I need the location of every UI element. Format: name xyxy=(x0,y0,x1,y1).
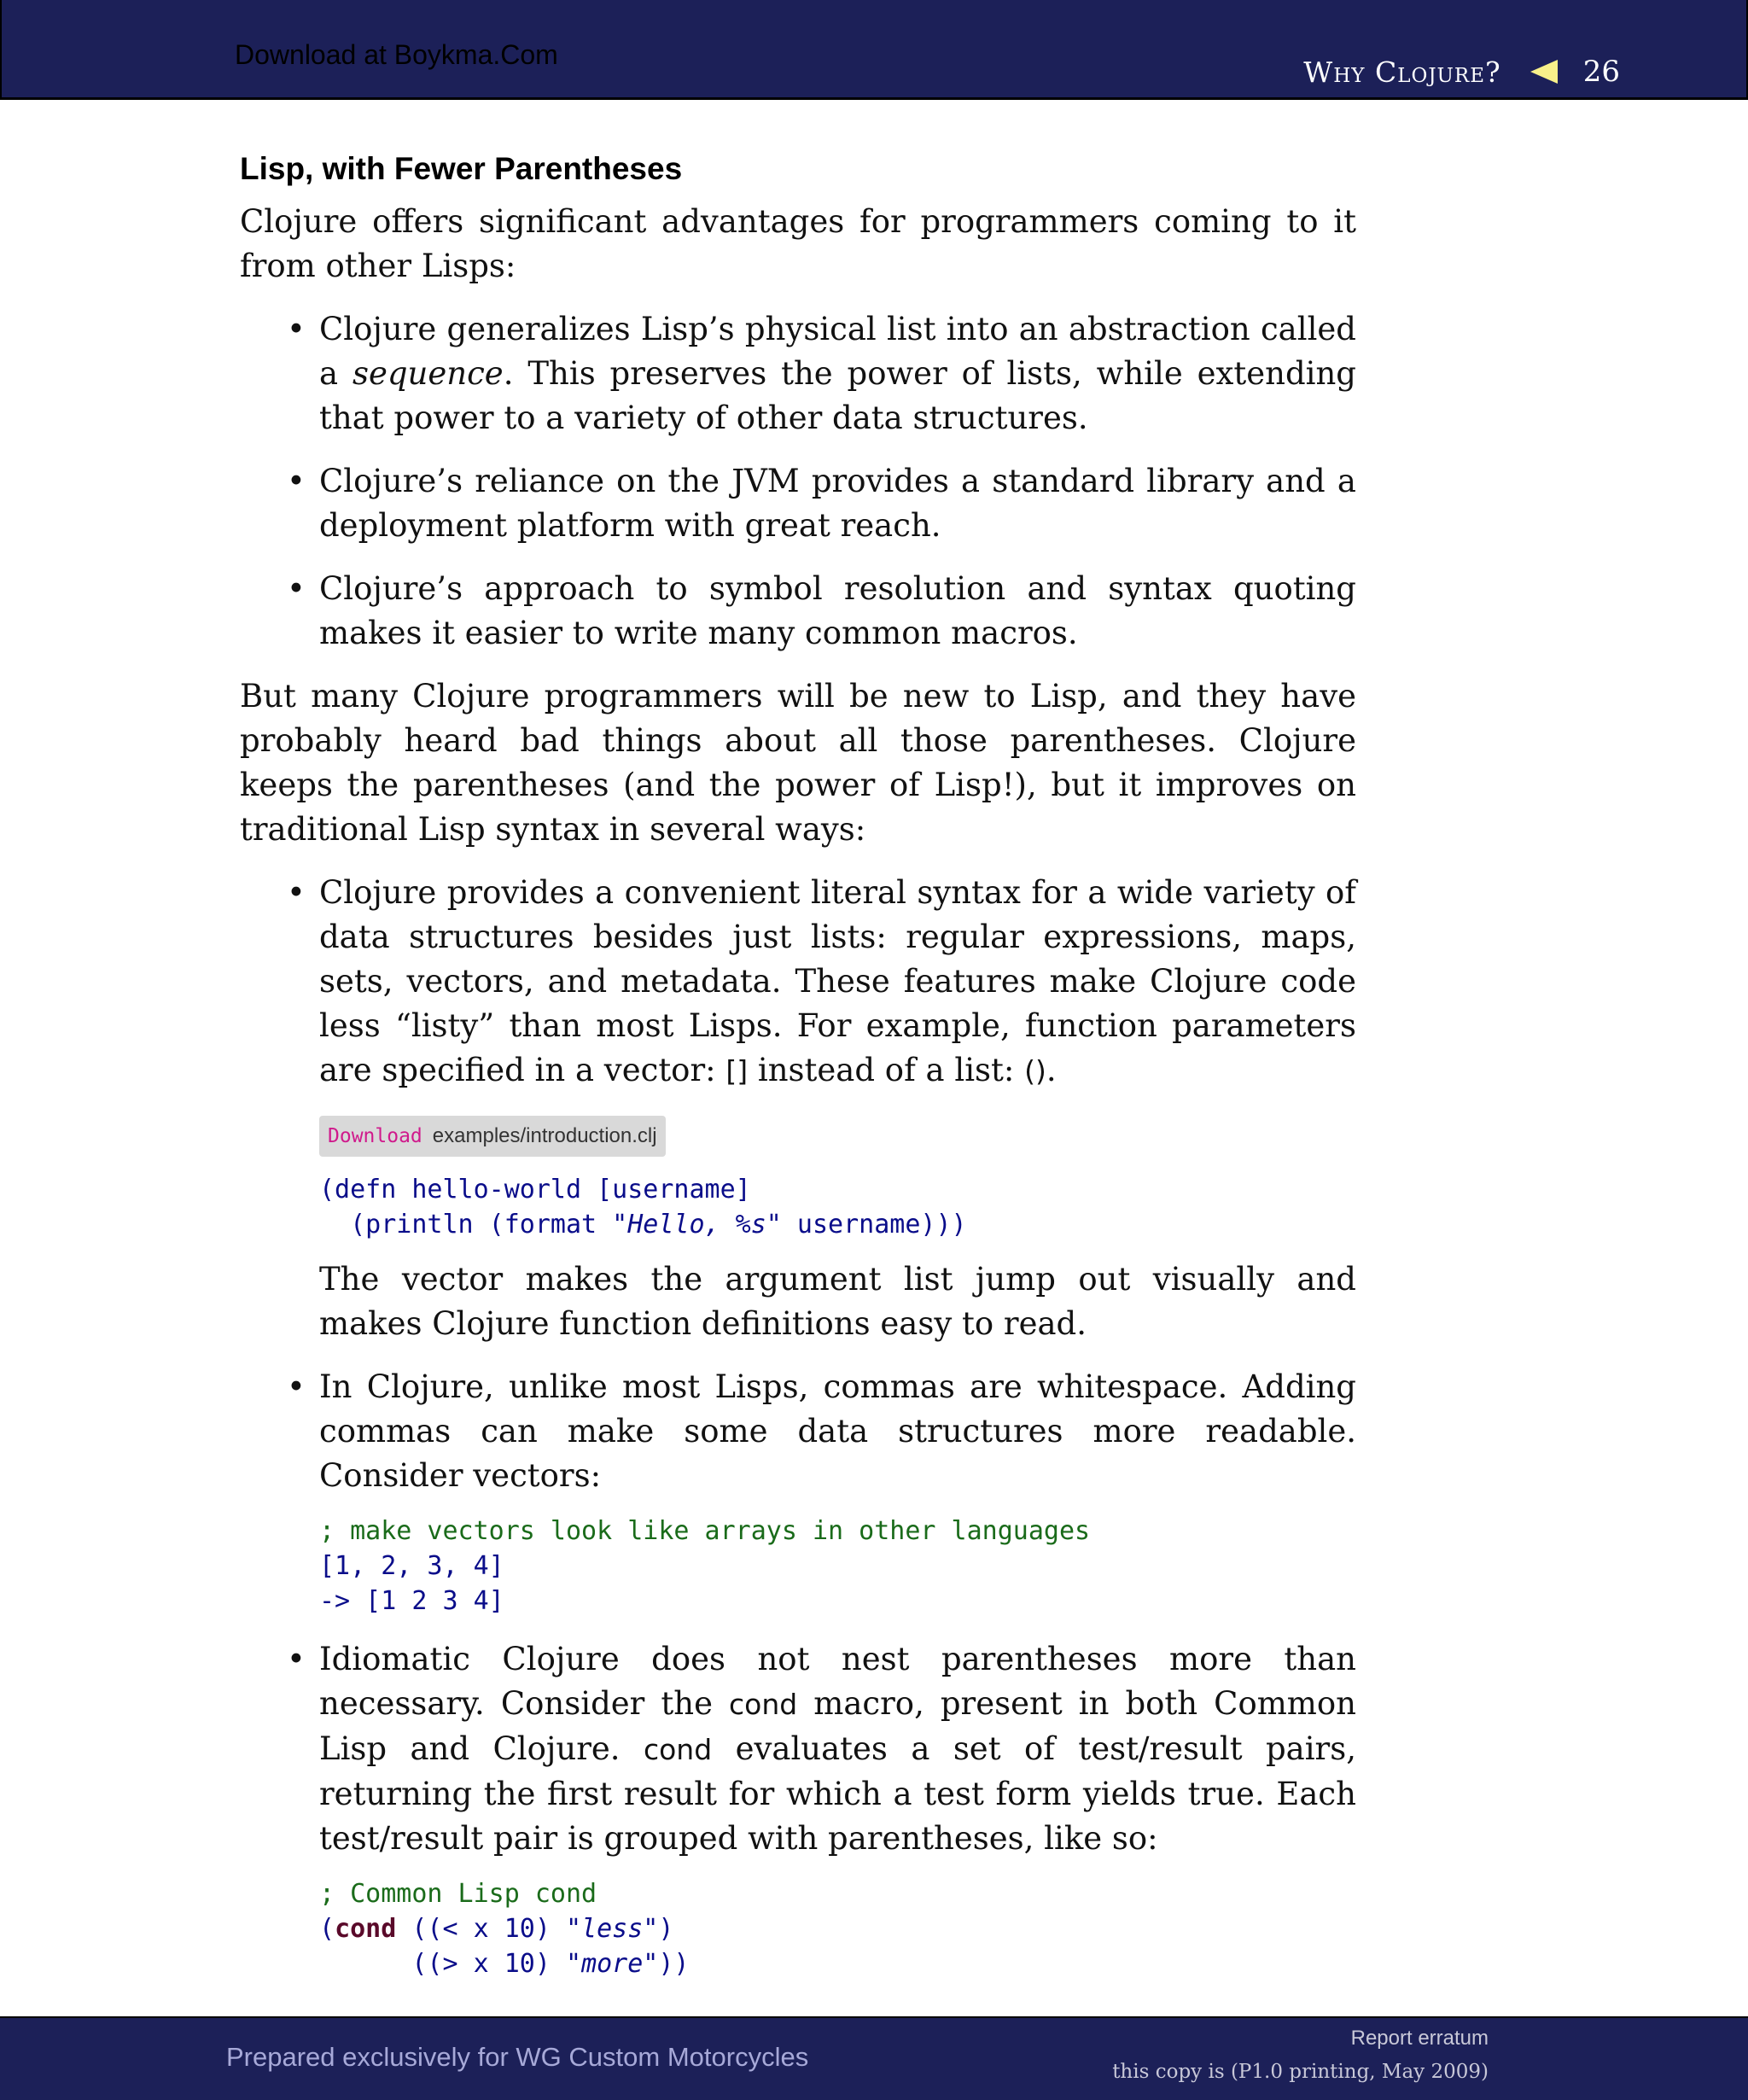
list-item xyxy=(240,1365,1356,1619)
download-label[interactable]: Download xyxy=(328,1125,422,1147)
code-token: ((> x 10) xyxy=(319,1949,566,1979)
emphasis-sequence: sequence xyxy=(352,355,504,392)
code-line: (defn hello-world [username] xyxy=(319,1175,751,1205)
list-item xyxy=(240,307,1356,440)
inline-code: () xyxy=(1024,1054,1046,1088)
parentheses-paragraph: But many Clojure programmers will be new to Lisp, and they have probably heard bad things about all those parentheses. Clojure keeps the parentheses (and the power of Lisp!), but it improves on traditional Lisp syntax in several ways: xyxy=(240,678,1356,848)
syntax-improvements-list xyxy=(240,871,1356,1981)
code-line: -> [1 2 3 4] xyxy=(319,1586,504,1616)
code-token: ( xyxy=(319,1914,335,1944)
page-footer xyxy=(0,2016,1748,2100)
code-block xyxy=(319,1172,1356,1242)
code-string: "more" xyxy=(565,1949,659,1979)
list-item xyxy=(240,871,1356,1346)
code-block xyxy=(319,1514,1356,1619)
inline-code: cond xyxy=(643,1733,713,1766)
prepared-for: Prepared exclusively for WG Custom Motorcycles xyxy=(226,2042,809,2072)
list-item: • Clojure’s reliance on the JVM provides a standard library and a deployment platform with great reach. xyxy=(240,459,1356,548)
code-token: ) xyxy=(658,1914,674,1944)
list-item-text: Idiomatic Clojure does not nest parentheses more than necessary. Consider the xyxy=(319,1641,1356,1722)
list-item-text: In Clojure, unlike most Lisps, commas are whitespace. Adding commas can make some data structures more readable. Consider vectors: xyxy=(319,1368,1356,1494)
download-link[interactable] xyxy=(319,1116,666,1157)
intro-paragraph: Clojure offers significant advantages for programmers coming to it from other Lisps: xyxy=(240,203,1356,284)
code-comment: ; Common Lisp cond xyxy=(319,1879,597,1909)
after-code-paragraph: The vector makes the argument list jump out visually and makes Clojure function definitions easy to read. xyxy=(319,1261,1356,1342)
list-item-text: . xyxy=(1046,1052,1057,1088)
page-header xyxy=(0,0,1748,100)
list-item-text: instead of a list: xyxy=(748,1052,1025,1088)
code-token: ((< x 10) xyxy=(396,1914,566,1944)
list-item-text: Clojure generalizes Lisp’s physical list into an abstraction called a xyxy=(319,311,1356,392)
code-string: "Hello, %s" xyxy=(612,1210,782,1240)
list-item-text: evaluates a set of test/result pairs, returning the first result for which a test form yields true. Each test/result pair is grouped with parentheses, like so: xyxy=(319,1730,1356,1857)
report-erratum-link[interactable]: Report erratum xyxy=(1350,2027,1489,2050)
back-arrow-icon[interactable] xyxy=(1530,60,1558,84)
list-item-text: macro, present in both Common Lisp and Clojure. xyxy=(319,1685,1356,1767)
running-header xyxy=(1303,55,1620,89)
code-string: "less" xyxy=(566,1914,659,1944)
code-token: )) xyxy=(658,1949,690,1979)
inline-code: [] xyxy=(725,1054,749,1088)
inline-code: cond xyxy=(729,1688,798,1721)
code-line: (println (format xyxy=(319,1210,613,1240)
code-block xyxy=(319,1876,1356,1981)
code-comment: ; make vectors look like arrays in other languages xyxy=(319,1516,1091,1546)
download-note: Download at Boykma.Com xyxy=(235,39,558,70)
code-keyword: cond xyxy=(335,1914,397,1944)
download-path[interactable]: examples/introduction.clj xyxy=(432,1124,657,1147)
section-title: Lisp, with Fewer Parentheses xyxy=(240,151,683,186)
advantages-list xyxy=(240,307,1356,656)
running-title: Why Clojure? xyxy=(1303,55,1501,89)
main-content xyxy=(240,145,1356,1981)
code-line: username))) xyxy=(781,1210,967,1240)
list-item: • Clojure’s approach to symbol resolution and syntax quoting makes it easier to write many common macros. xyxy=(240,567,1356,656)
copy-info: this copy is (P1.0 printing, May 2009) xyxy=(1112,2061,1489,2083)
list-item xyxy=(240,1637,1356,1981)
list-item-text: . This preserves the power of lists, while extending that power to a variety of other data structures. xyxy=(319,355,1356,436)
page-number: 26 xyxy=(1582,55,1620,89)
code-line: [1, 2, 3, 4] xyxy=(319,1551,504,1581)
list-item-text: Clojure provides a convenient literal syntax for a wide variety of data structures besides just lists: regular expressions, maps, sets, vectors, and metadata. These features make Clojure code less “listy” than most Lisps. For example, function parameters are specified in a vector: xyxy=(319,874,1356,1088)
